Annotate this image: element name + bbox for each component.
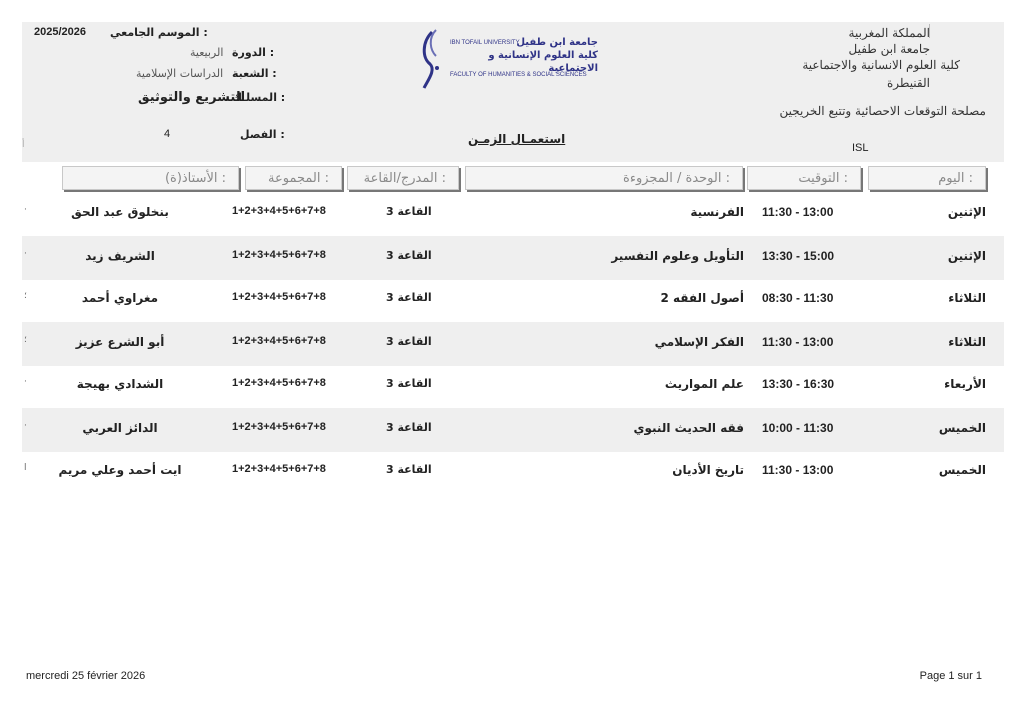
print-date: mercredi 25 février 2026: [26, 670, 146, 682]
row-group: 1+2+3+4+5+6+7+8: [232, 205, 326, 217]
row-day: الخميس: [938, 421, 986, 435]
row-unit: علم المواريث: [664, 377, 744, 391]
row-group: 1+2+3+4+5+6+7+8: [232, 421, 326, 433]
row-group: 1+2+3+4+5+6+7+8: [232, 463, 326, 475]
code-label: ISL: [852, 142, 869, 154]
column-header-room: المدرج/القاعة :: [347, 166, 459, 190]
column-header-group: المجموعة :: [245, 166, 342, 190]
row-day: الثلاثاء: [948, 291, 986, 305]
row-group: 1+2+3+4+5+6+7+8: [232, 249, 326, 261]
row-room: القاعة 3: [386, 335, 432, 348]
row-time: 10:00 - 11:30: [762, 421, 834, 435]
row-unit: الفرنسية: [690, 205, 744, 219]
timetable-title: استعمـال الزمـن: [468, 132, 566, 146]
row-professor: أبو الشرع عزيز: [75, 335, 165, 349]
row-room: القاعة 3: [386, 377, 432, 390]
city-label: القنيطرة: [886, 76, 930, 90]
row-edge-mark: ؛: [24, 335, 27, 345]
term-value: 4: [164, 128, 171, 140]
logo-arabic-university: جامعة ابن طفيل: [516, 37, 598, 48]
row-day: الثلاثاء: [948, 335, 986, 349]
row-unit: فقه الحديث النبوي: [633, 421, 744, 435]
track-value: التشريع والتوثيق: [138, 90, 246, 105]
row-professor: الشريف زيد: [85, 249, 155, 263]
row-room: القاعة 3: [386, 463, 432, 476]
branch-value: الدراسات الإسلامية: [136, 67, 224, 80]
row-edge-mark: ·: [24, 421, 27, 431]
row-professor: الشدادي بهيجة: [76, 377, 164, 391]
season-value: 2025/2026: [34, 26, 86, 38]
row-time: 11:30 - 13:00: [762, 205, 834, 219]
column-header-unit: الوحدة / المجزوءة :: [465, 166, 743, 190]
page-number: Page 1 sur 1: [919, 670, 982, 682]
row-edge-mark: ·: [24, 377, 27, 387]
row-day: الخميس: [938, 463, 986, 477]
row-unit: تاريخ الأديان: [672, 463, 744, 477]
row-room: القاعة 3: [386, 249, 432, 262]
row-edge-mark: ·: [24, 249, 27, 259]
row-unit: أصول الفقه 2: [660, 291, 744, 305]
row-edge-mark: ا: [24, 463, 27, 473]
column-header-day: اليوم :: [868, 166, 986, 190]
row-room: القاعة 3: [386, 291, 432, 304]
semester-label: الدورة :: [232, 46, 275, 59]
row-professor: مغراوي أحمد: [81, 291, 159, 305]
row-day: الإثنين: [947, 205, 986, 219]
kingdom-label: المملكة المغربية: [848, 26, 930, 40]
row-time: 13:30 - 15:00: [762, 249, 835, 263]
season-label: الموسم الجامعي :: [110, 26, 208, 39]
row-group: 1+2+3+4+5+6+7+8: [232, 291, 326, 303]
department-label: مصلحة التوقعات الاحصائية وتتبع الخريجين: [779, 104, 986, 118]
row-unit: الفكر الإسلامي: [654, 335, 744, 349]
row-unit: التأويل وعلوم التفسير: [611, 249, 744, 263]
semester-value: الربيعية: [190, 46, 224, 59]
page-edge-mark: أ: [22, 140, 25, 150]
row-room: القاعة 3: [386, 205, 432, 218]
row-group: 1+2+3+4+5+6+7+8: [232, 335, 326, 347]
logo-english-university: IBN TOFAIL UNIVERSITY: [450, 40, 520, 46]
row-room: القاعة 3: [386, 421, 432, 434]
term-label: الفصل :: [240, 128, 285, 141]
logo-english-faculty: FACULTY OF HUMANITIES & SOCIAL SCIENCES: [450, 72, 587, 78]
row-day: الإثنين: [947, 249, 986, 263]
row-day: الأربعاء: [944, 377, 986, 391]
column-header-time: التوقيت :: [747, 166, 861, 190]
row-professor: الدائز العربي: [82, 421, 158, 435]
row-edge-mark: ؛: [24, 291, 27, 301]
row-time: 13:30 - 16:30: [762, 377, 835, 391]
branch-label: الشعبة :: [232, 67, 277, 80]
faculty-label: كلية العلوم الانسانية والاجتماعية: [802, 58, 960, 72]
logo-arabic-faculty: كلية العلوم الإنسانية و الاجتماعية: [488, 50, 598, 74]
track-label: المسلـك :: [232, 91, 286, 104]
row-group: 1+2+3+4+5+6+7+8: [232, 377, 326, 389]
row-time: 11:30 - 13:00: [762, 463, 834, 477]
university-label: جامعة ابن طفيل: [848, 42, 930, 56]
row-time: 08:30 - 11:30: [762, 291, 834, 305]
row-professor: ايت أحمد وعلي مريم: [58, 463, 182, 477]
row-professor: بنخلوق عبد الحق: [71, 205, 169, 219]
logo-arabic-text: [438, 36, 598, 75]
row-time: 11:30 - 13:00: [762, 335, 834, 349]
column-header-professor: الأستاذ(ة) :: [62, 166, 239, 190]
row-edge-mark: ·: [24, 205, 27, 215]
